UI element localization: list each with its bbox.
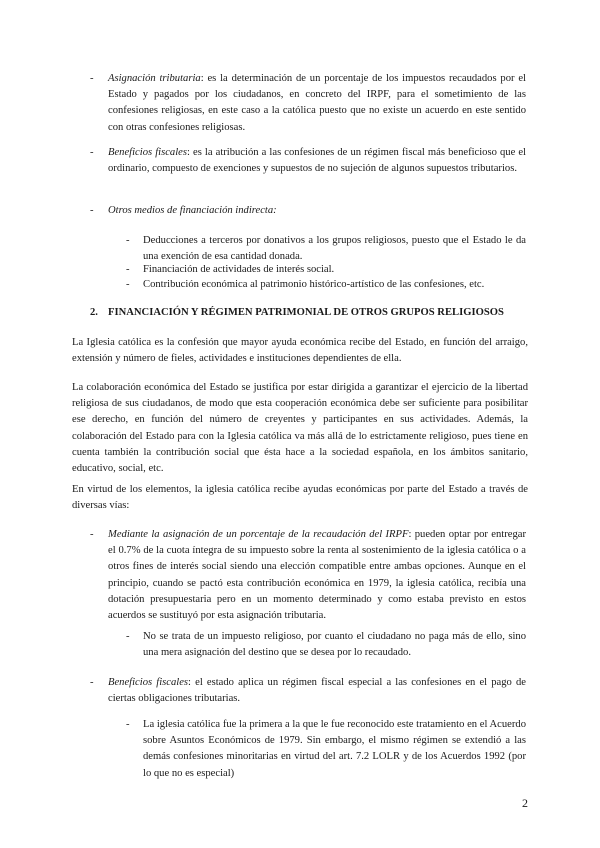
sublist-item: Financiación de actividades de interés social. (143, 264, 335, 275)
list-dash: - (90, 73, 94, 84)
section-title: FINANCIACIÓN Y RÉGIMEN PATRIMONIAL DE OTROS GRUPOS RELIGIOSOS (108, 307, 504, 318)
list-item-term: Beneficios fiscales (108, 147, 187, 158)
paragraph: La Iglesia católica es la confesión que mayor ayuda económica recibe del Estado, en función del arraigo, extensión y número de fieles, actividades e instituciones dependientes de ella. (72, 337, 528, 365)
list-item-beneficios-fiscales (108, 145, 526, 177)
list-dash: - (90, 147, 94, 158)
list-dash: - (90, 205, 94, 216)
list-dash: - (90, 677, 94, 688)
list-item-text: : es la atribución a las confesiones de un régimen fiscal más beneficioso que el ordinario, compuesto de exenciones y supuestos de no sujeción de algunos supuestos tributarios. (108, 147, 526, 175)
sublist-dash: - (126, 279, 130, 290)
section-number: 2. (90, 307, 98, 318)
paragraph: En virtud de los elementos, la iglesia católica recibe ayudas económicas por parte del Estado a través de diversas vías: (72, 484, 528, 512)
sublist-item: Contribución económica al patrimonio histórico-artístico de las confesiones, etc. (143, 279, 485, 290)
sublist-dash: - (126, 631, 130, 642)
list-item-asignacion-irpf (108, 527, 526, 624)
list-item-term: Beneficios fiscales (108, 677, 189, 688)
list-item-otros-medios (108, 203, 526, 219)
sublist-dash: - (126, 719, 130, 730)
list-item-asignacion-tributaria (108, 71, 526, 136)
sublist-item: Deducciones a terceros por donativos a los grupos religiosos, puesto que el Estado le da una exención de esa cantidad donada. (143, 235, 526, 263)
sublist-item: La iglesia católica fue la primera a la que le fue reconocido este tratamiento en el Acuerdo sobre Asuntos Económicos de 1979. Sin embargo, el mismo régimen se extendió a las demás confesiones minoritarias en virtud del art. 7.2 LOLR y de los Acuerdos 1992 (por lo que no es especial) (143, 719, 526, 779)
list-item-text: : el estado aplica un régimen fiscal especial a las confesiones en el pago de ciertas obligaciones tributarias. (108, 677, 526, 705)
list-item-term: Otros medios de financiación indirecta: (108, 205, 277, 216)
sublist-dash: - (126, 264, 130, 275)
list-item-term: Asignación tributaria (108, 73, 201, 84)
list-item-text: : pueden optar por entregar el 0.7% de la cuota íntegra de su impuesto sobre la renta al sostenimiento de la iglesia católica o a otros fines de interés social siendo una elección compatible entre ambas opciones. Aunque en el principio, cuando se pactó esta contribución económica en 1979, la iglesia católica, recibía una dotación presupuestaria pero en un momento determinado y como estaba previsto en estos acuerdos se sustituyó por esta asignación tributaria. (108, 529, 526, 622)
list-item-beneficios-fiscales-2 (108, 675, 526, 707)
list-item-term: Mediante la asignación de un porcentaje de la recaudación del IRPF (108, 529, 409, 540)
sublist-item: No se trata de un impuesto religioso, por cuanto el ciudadano no paga más de ello, sino una mera asignación del destino que se desea por lo recaudado. (143, 631, 526, 659)
list-item-text: : es la determinación de un porcentaje de los impuestos recaudados por el Estado y pagados por los ciudadanos, en concreto del IRPF, para el sometimiento de las confesiones religiosas, en este caso a la católica puesto que no existe un acuerdo en este sentido con otras confesiones religiosas. (108, 73, 526, 133)
paragraph: La colaboración económica del Estado se justifica por estar dirigida a garantizar el ejercicio de la libertad religiosa de sus ciudadanos, de modo que esta cooperación económica debe ser suficiente para posibilitar ese derecho, en función del número de creyentes y participantes en sus actividades. Además, la colaboración del Estado para con la Iglesia católica va más allá de lo estrictamente religioso, pues tiene en cuenta también la contribución social que ésta hace a la sociedad española, en los ámbitos sanitario, educativo, social, etc. (72, 382, 528, 475)
section-heading (90, 305, 530, 321)
page-number: 2 (522, 796, 528, 810)
sublist-dash: - (126, 235, 130, 246)
list-dash: - (90, 529, 94, 540)
